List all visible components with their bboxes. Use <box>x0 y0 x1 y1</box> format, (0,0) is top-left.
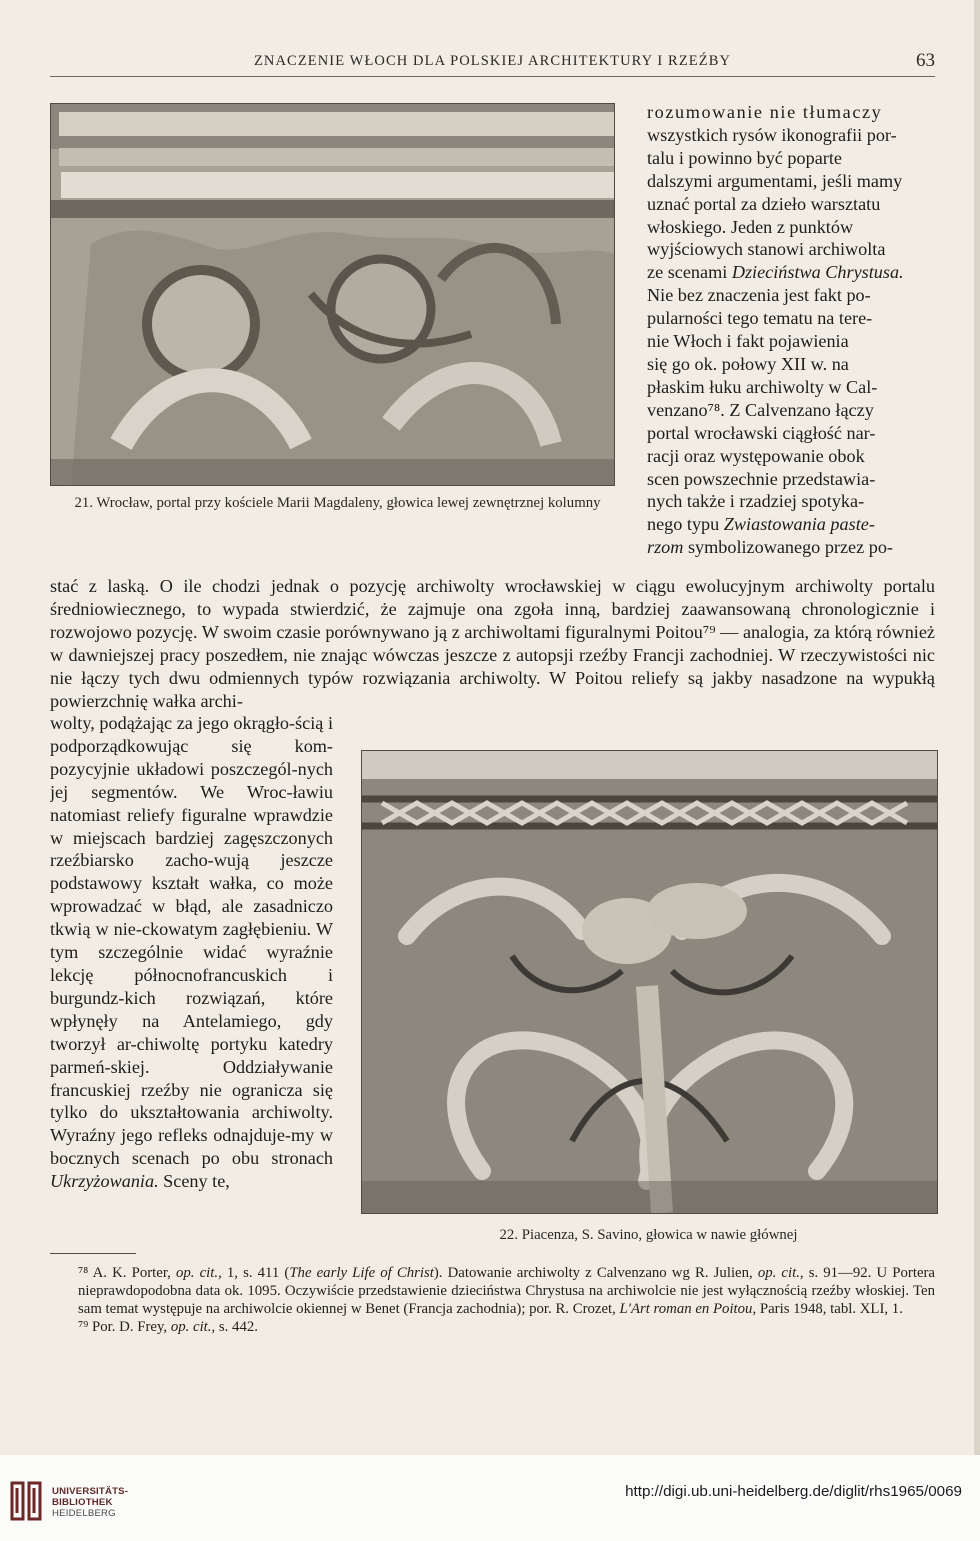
figure-21-caption: 21. Wrocław, portal przy kościele Marii Magdaleny, głowica lewej zewnętrznej kolumny <box>74 495 601 511</box>
right-column-line: nego typu <box>647 514 724 535</box>
left-column-text: wolty, podążając za jego okrągło-ścią i podporządkowując się kom-pozycyjnie układowi poszczegól-nych jej segmentów. We Wroc-ławiu natomiast reliefy figuralne wprawdzie w miejscach bardziej zagęszczonych rzeźbiarsko zacho-wują jeszcze podstawowy kształt wałka, co może wprowadzać w błąd, ale zasadniczo tkwią w nie-ckowatym zagłębieniu. W tym szczególnie widać wyraźnie lekcję północnofrancuskich i burgundz-kich rozwiązań, które wpłynęły na Antelamiego, gdy tworzył ar-chiwoltę portyku katedry parmeń-skiej. Oddziaływanie francuskiej rzeźby nie ogranicza się tylko do ukształtowania archiwolty. Wyraźny jego refleks odnajduje-my w bocznych scenach po obu stronach Ukrzyżowania. Sceny te, <box>50 713 333 1192</box>
right-column-line: racji oraz występowanie obok <box>647 445 865 466</box>
right-column-line: venzano⁷⁸. Z Calvenzano łączy <box>647 399 874 420</box>
footnotes <box>50 1264 935 1336</box>
right-column-line: płaskim łuku archiwolty w Cal- <box>647 376 878 397</box>
right-column-line: dalszymi argumentami, jeśli mamy <box>647 170 903 191</box>
title-italic: rzom <box>647 537 684 558</box>
right-column-line: rozumowanie nie tłumaczy <box>647 102 883 122</box>
footnote-78: ⁷⁸ A. K. Porter, op. cit., 1, s. 411 (The early Life of Christ). Datowanie archiwolty z Calvenzano wg R. Julien, op. cit., s. 91—92. U Portera nieprawdopodobna data ok. 1095. Oczywiście przedstawienie dzieciństwa Chrystusa na archiwolcie nie jest wyłącznością rzeźby włoskiej. Ten sam temat występuje na archiwolcie okiennej w Benet (Francja zachodnia); por. R. Crozet, L'Art roman en Poitou, Paris 1948, tabl. XLI, 1. <box>78 1265 936 1318</box>
library-name: UNIVERSITÄTS- BIBLIOTHEK HEIDELBERG <box>52 1486 129 1519</box>
right-column-line: talu i powinno być poparte <box>647 147 842 168</box>
right-column-line: ze scenami <box>647 262 732 283</box>
library-footer <box>0 1455 980 1541</box>
right-column-text <box>647 101 933 583</box>
right-column-line: wyjściowych stanowi archiwolta <box>647 239 886 260</box>
right-column-line: portal wrocławski ciągłość nar- <box>647 422 876 443</box>
figure-22-photo <box>361 750 938 1214</box>
right-column-line: włoskiego. Jeden z punktów <box>647 216 854 237</box>
digital-library-link[interactable]: http://digi.ub.uni-heidelberg.de/diglit/rhs1965/0069 <box>625 1483 962 1500</box>
capital-relief-illustration <box>51 104 614 485</box>
full-width-text: stać z laską. O ile chodzi jednak o pozycję archiwolty wrocławskiej w ciągu ewolucyjnym archiwolty portalu średniowiecznego, to wypada stwierdzić, że zajmuje ona zgoła inną, bardziej zaawansowaną chronologicznie i rozwojowo pozycję. W swoim czasie porównywano ją z archiwoltami figuralnymi Poitou⁷⁹ — analogia, za którą również w dawniejszej pracy poszedłem, nie znając wówczas jeszcze z autopsji rzeźby Francji zachodniej. W rzeczywistości nic nie łączy tych dwu odmiennych typów rozwiązania archiwolty. W Poitou reliefy są jakby nasadzone na wypukłą powierzchnię wałka archi- <box>50 576 935 711</box>
right-column-line: scen powszechnie przedstawia- <box>647 468 876 489</box>
footnote-79: ⁷⁹ Por. D. Frey, op. cit., s. 442. <box>78 1319 258 1336</box>
right-column-line: wszystkich rysów ikonografii por- <box>647 124 897 145</box>
right-column-line: nych także i rzadziej spotyka- <box>647 491 865 512</box>
page-edge <box>974 0 980 1455</box>
right-column-line: się go ok. połowy XII w. na <box>647 353 849 374</box>
title-italic: Ukrzyżowania. <box>50 1171 159 1192</box>
figure-21-photo <box>50 103 615 486</box>
running-head <box>50 50 935 77</box>
right-column-line: symbolizowanego przez po- <box>683 537 893 558</box>
library-logo-icon <box>9 1477 43 1525</box>
right-column-line: uznać portal za dzieło warsztatu <box>647 193 881 214</box>
page-number: 63 <box>916 50 935 71</box>
right-column-line: pularności tego tematu na tere- <box>647 308 873 329</box>
right-column-line: Nie bez znaczenia jest fakt po- <box>647 285 871 306</box>
title-italic: Dzieciństwa Chrystusa. <box>731 262 904 283</box>
right-column-line: nie Włoch i fakt pojawienia <box>647 331 849 352</box>
footnote-rule <box>50 1253 136 1254</box>
piacenza-capital-illustration <box>362 751 937 1213</box>
running-title: ZNACZENIE WŁOCH DLA POLSKIEJ ARCHITEKTURY I RZEŹBY <box>253 53 732 69</box>
figure-22-caption: 22. Piacenza, S. Savino, głowica w nawie głównej <box>499 1227 798 1243</box>
title-italic: Zwiastowania paste- <box>723 514 875 535</box>
